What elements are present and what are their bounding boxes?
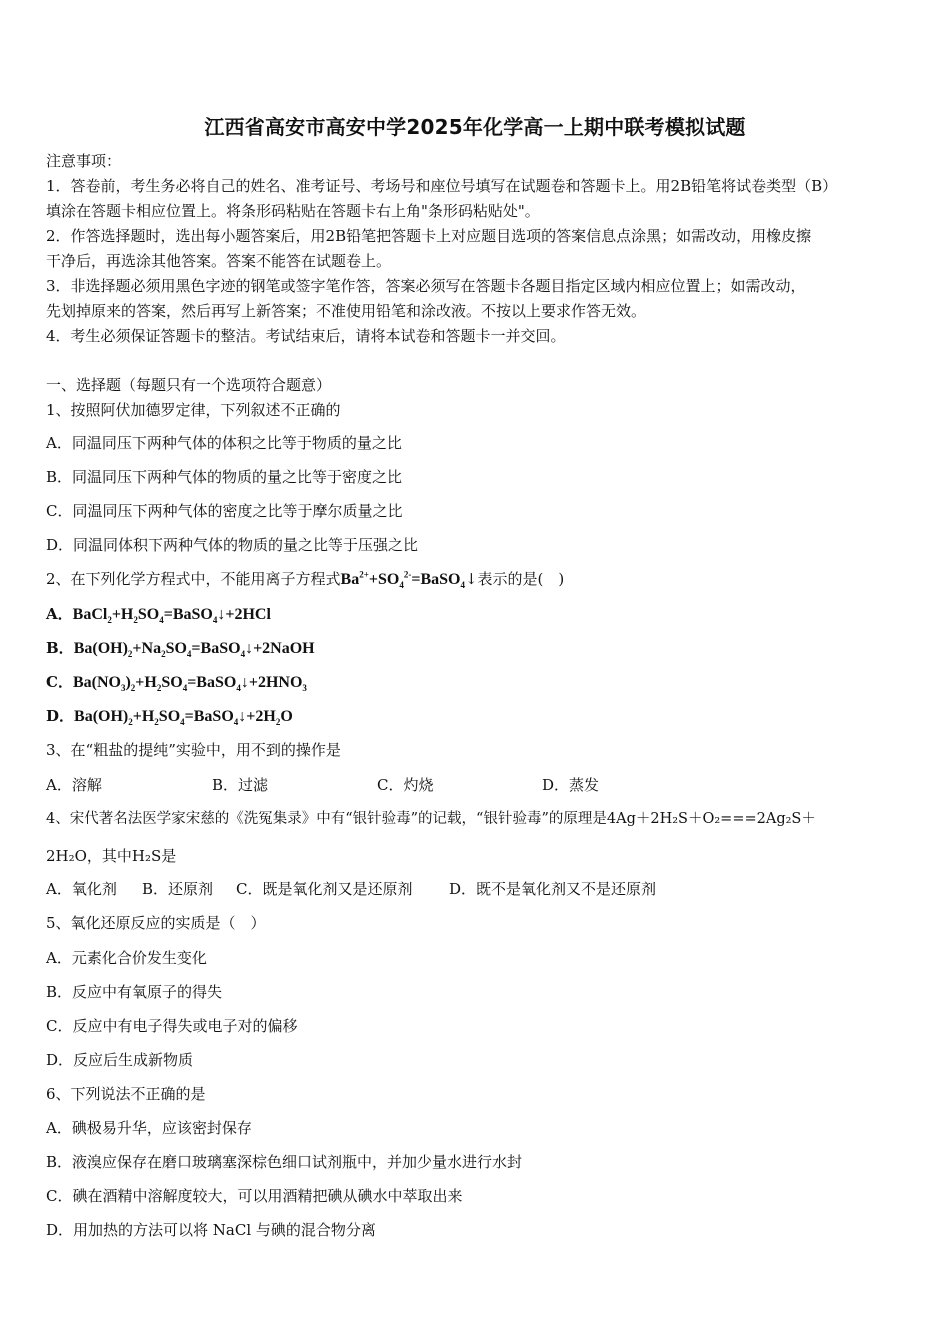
question-stem: 1、按照阿伏加德罗定律，下列叙述不正确的 xyxy=(46,401,341,419)
notice-line: 2．作答选择题时，选出每小题答案后，用2B铅笔把答题卡上对应题目选项的答案信息点涂黑；如需改动，用橡皮擦 xyxy=(46,227,812,245)
formula xyxy=(74,708,293,728)
f-sub: 2 xyxy=(133,615,138,626)
eq-part: Ba xyxy=(340,571,360,588)
f: SO xyxy=(158,708,181,725)
notice-line: 1．答卷前，考生务必将自己的姓名、准考证号、考场号和座位号填写在试题卷和答题卡上。用2B铅笔将试卷类型（B） xyxy=(46,177,838,195)
option-d: D．既不是氧化剂又不是还原剂 xyxy=(449,880,657,898)
f: Ba(OH) xyxy=(73,640,128,657)
notice-line: 4．考生必须保证答题卡的整洁。考试结束后，请将本试卷和答题卡一并交回。 xyxy=(46,327,566,345)
f-sub: 4 xyxy=(236,683,241,694)
f-sub: 2 xyxy=(128,717,133,728)
f-sub: 2 xyxy=(130,683,136,694)
option-label: B． xyxy=(46,639,74,657)
option-c: C．碘在酒精中溶解度较大，可以用酒精把碘从碘水中萃取出来 xyxy=(46,1187,463,1205)
question-stem: 6、下列说法不正确的是 xyxy=(46,1085,206,1103)
option-d: D．反应后生成新物质 xyxy=(46,1051,194,1069)
page-title: 江西省高安市高安中学2025年化学高一上期中联考模拟试题 xyxy=(204,115,746,139)
f-sub: 4 xyxy=(233,717,239,728)
eq-sub: 4 xyxy=(399,580,404,591)
option-a: A．氧化剂 xyxy=(46,880,117,898)
option-c: C．灼烧 xyxy=(377,776,434,794)
question-stem: 3、在“粗盐的提纯”实验中，用不到的操作是 xyxy=(46,741,341,759)
option-label: A． xyxy=(46,605,73,623)
notice-line: 先划掉原来的答案，然后再写上新答案；不准使用铅笔和涂改液。不按以上要求作答无效。 xyxy=(46,302,647,320)
stem-text: ↓表示的是( ) xyxy=(464,570,565,588)
option-b: B．液溴应保存在磨口玻璃塞深棕色细口试剂瓶中，并加少量水进行水封 xyxy=(46,1153,523,1171)
option-b: B．同温同压下两种气体的物质的量之比等于密度之比 xyxy=(46,468,403,486)
question-stem-cont: 2H₂O，其中H₂S是 xyxy=(46,847,177,865)
f: +H xyxy=(132,708,155,725)
f: ↓+2NaOH xyxy=(245,640,315,657)
f: +Na xyxy=(132,640,162,657)
option-b: B．还原剂 xyxy=(142,880,214,898)
option-d xyxy=(46,706,293,727)
option-label: C． xyxy=(46,673,73,691)
option-label: D． xyxy=(46,707,75,725)
f: ↓+2H xyxy=(238,708,276,725)
f-sub: 4 xyxy=(186,649,192,660)
f-sub: 2 xyxy=(275,717,281,728)
option-d: D．蒸发 xyxy=(542,776,600,794)
f: ↓+2HNO xyxy=(240,674,303,691)
question-stem xyxy=(46,569,564,590)
f: =BaSO xyxy=(184,708,234,725)
f-sub: 4 xyxy=(212,615,218,626)
f-sub: 4 xyxy=(180,717,185,728)
f: =BaSO xyxy=(187,674,237,691)
f-sub: 4 xyxy=(182,683,188,694)
eq-sup: 2- xyxy=(403,569,412,580)
question-stem: 5、氧化还原反应的实质是（ ） xyxy=(46,914,266,932)
f: ) xyxy=(125,674,131,691)
section-heading: 一、选择题（每题只有一个选项符合题意） xyxy=(46,376,332,394)
option-c: C．反应中有电子得失或电子对的偏移 xyxy=(46,1017,298,1035)
f-sub: 4 xyxy=(159,615,164,626)
f: SO xyxy=(161,674,183,691)
notice-line: 干净后，再选涂其他答案。答案不能答在试题卷上。 xyxy=(46,252,392,270)
f-sub: 2 xyxy=(154,717,159,728)
option-a: A．元素化合价发生变化 xyxy=(46,949,207,967)
option-d: D．同温同体积下两种气体的物质的量之比等于压强之比 xyxy=(46,536,419,554)
option-c: C．同温同压下两种气体的密度之比等于摩尔质量之比 xyxy=(46,502,403,520)
formula xyxy=(73,640,315,660)
f: ↓+2HCl xyxy=(217,606,271,623)
f-sub: 3 xyxy=(120,683,126,694)
formula xyxy=(72,606,271,626)
option-b: B．过滤 xyxy=(212,776,269,794)
f: SO xyxy=(165,640,187,657)
question-stem: 4、宋代著名法医学家宋慈的《洗冤集录》中有“银针验毒”的记载，“银针验毒”的原理是4Ag＋2H₂S＋O₂===2Ag₂S＋ xyxy=(46,811,816,827)
eq-part: +SO xyxy=(368,571,400,588)
stem-text: 2、在下列化学方程式中，不能用离子方程式 xyxy=(46,570,341,588)
ionic-equation xyxy=(340,569,465,591)
option-c xyxy=(46,672,307,693)
notice-line: 3．非选择题必须用黑色字迹的钢笔或签字笔作答，答案必须写在答题卡各题目指定区域内相应位置上；如需改动， xyxy=(46,277,806,295)
f-sub: 2 xyxy=(161,649,166,660)
option-d: D．用加热的方法可以将 NaCl 与碘的混合物分离 xyxy=(46,1221,376,1239)
option-b: B．反应中有氧原子的得失 xyxy=(46,983,223,1001)
f: BaCl xyxy=(72,606,108,623)
option-c: C．既是氧化剂又是还原剂 xyxy=(236,880,413,898)
option-a: A．碘极易升华，应该密封保存 xyxy=(46,1119,252,1137)
notice-line: 填涂在答题卡相应位置上。将条形码粘贴在答题卡右上角"条形码粘贴处"。 xyxy=(46,202,540,220)
f-sub: 2 xyxy=(107,615,112,626)
eq-part: =BaSO xyxy=(411,571,461,588)
f: O xyxy=(280,708,293,725)
eq-sub: 4 xyxy=(460,580,465,591)
formula xyxy=(72,674,307,694)
f: +H xyxy=(111,606,134,623)
f: =BaSO xyxy=(163,606,213,623)
f-sub: 2 xyxy=(156,683,162,694)
notice-heading: 注意事项： xyxy=(46,152,122,170)
f-sub: 2 xyxy=(127,649,133,660)
f-sub: 3 xyxy=(302,683,307,694)
option-a: A．溶解 xyxy=(46,776,102,794)
eq-sup: 2+ xyxy=(359,569,369,580)
option-a: A．同温同压下两种气体的体积之比等于物质的量之比 xyxy=(46,434,402,452)
f: Ba(OH) xyxy=(74,708,129,725)
f: +H xyxy=(135,674,157,691)
f-sub: 4 xyxy=(240,649,246,660)
option-b xyxy=(46,638,315,659)
option-a xyxy=(46,604,271,625)
f: SO xyxy=(137,606,160,623)
f: Ba(NO xyxy=(72,674,121,691)
f: =BaSO xyxy=(191,640,241,657)
